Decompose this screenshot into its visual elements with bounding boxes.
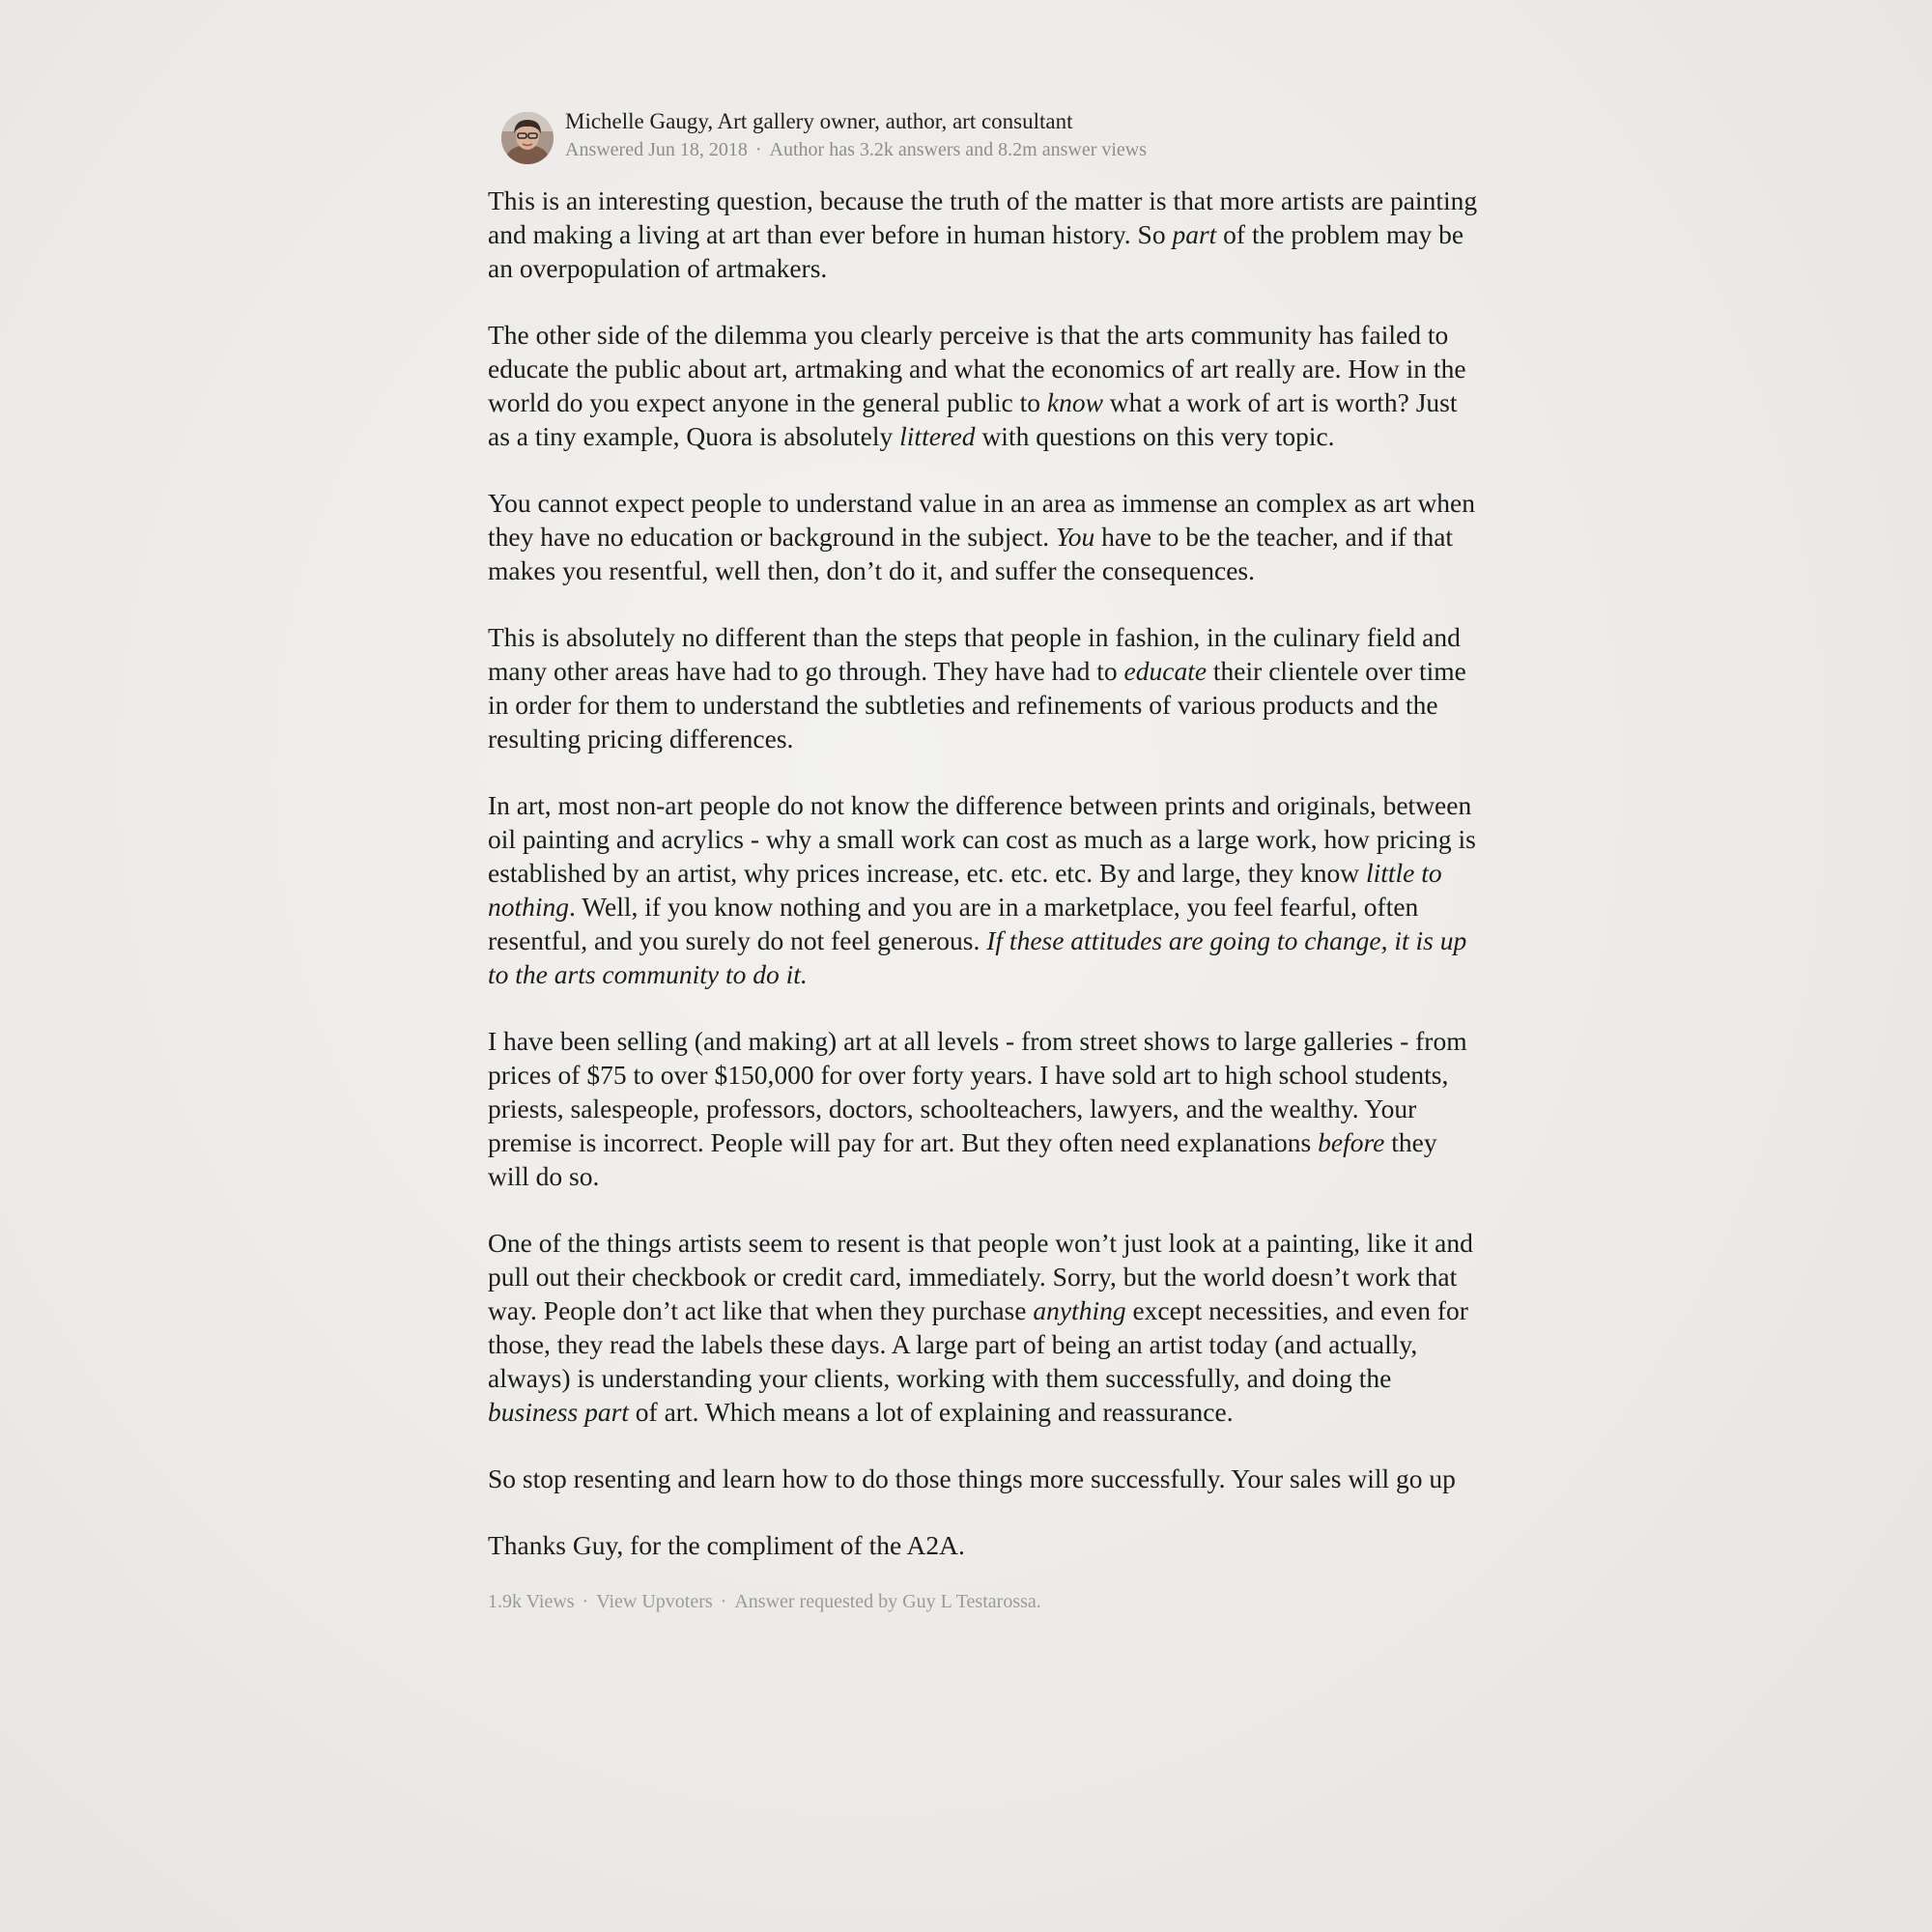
author-stats: Author has 3.2k answers and 8.2m answer views bbox=[769, 139, 1148, 160]
author-credentials: , Art gallery owner, author, art consultant bbox=[707, 109, 1073, 133]
paragraph-text: except necessities, and even for those, they read the labels these days. A large part of being an artist today (and actually, always) is understanding your clients, working with them successfully, and doing the bbox=[488, 1295, 1468, 1393]
paragraph-text: of art. Which means a lot of explaining and reassurance. bbox=[628, 1397, 1234, 1427]
emphasis-text: littered bbox=[899, 421, 976, 451]
answer-paragraph bbox=[488, 1024, 1483, 1193]
answer-paragraph bbox=[488, 486, 1483, 587]
footer-separator: · bbox=[582, 1591, 589, 1612]
paragraph-text: Thanks Guy, for the compliment of the A2A. bbox=[488, 1530, 965, 1560]
author-line bbox=[565, 108, 1073, 135]
answer-footer bbox=[488, 1589, 1483, 1614]
emphasis-text: little to nothing bbox=[488, 858, 1442, 922]
author-avatar[interactable] bbox=[501, 112, 554, 164]
answer-body bbox=[488, 184, 1483, 1562]
paragraph-text: So stop resenting and learn how to do those things more successfully. Your sales will go up bbox=[488, 1463, 1456, 1493]
answer-paragraph bbox=[488, 788, 1483, 991]
answer-card bbox=[488, 108, 1483, 1614]
answer-requested-by: Answer requested by Guy L Testarossa. bbox=[734, 1591, 1041, 1612]
emphasis-text: educate bbox=[1123, 656, 1208, 686]
paragraph-text: This is an interesting question, because the truth of the matter is that more artists are painting and making a living at art than ever before in human history. So bbox=[488, 185, 1478, 249]
emphasis-text: part bbox=[1172, 219, 1217, 249]
paragraph-text: . Well, if you know nothing and you are in a marketplace, you feel fearful, often resentful, and you surely do not feel generous. bbox=[488, 892, 1419, 955]
answered-date[interactable]: Answered Jun 18, 2018 bbox=[565, 139, 748, 160]
emphasis-text: business part bbox=[488, 1397, 629, 1427]
emphasis-text: anything bbox=[1033, 1295, 1126, 1325]
views-count: 1.9k Views bbox=[488, 1591, 575, 1612]
paragraph-text: with questions on this very topic. bbox=[975, 421, 1335, 451]
paragraph-text: One of the things artists seem to resent is that people won’t just look at a painting, like it and pull out their checkbook or credit card, immediately. Sorry, but the world doesn’t work that way. People don’t act like that when they purchase bbox=[488, 1228, 1473, 1325]
author-name[interactable]: Michelle Gaugy bbox=[565, 109, 708, 133]
paragraph-text: The other side of the dilemma you clearly perceive is that the arts community has failed to educate the public about art, artmaking and what the economics of art really are. How in the world do you expect anyone in the general public to bbox=[488, 320, 1466, 417]
answer-paragraph bbox=[488, 1462, 1483, 1495]
paragraph-text: they will do so. bbox=[488, 1127, 1437, 1191]
avatar-photo-icon bbox=[501, 112, 554, 164]
emphasis-text: before bbox=[1318, 1127, 1385, 1157]
paragraph-text: This is absolutely no different than the steps that people in fashion, in the culinary field and many other areas have had to go through. They have had to bbox=[488, 622, 1461, 686]
answer-paragraph bbox=[488, 184, 1483, 285]
paragraph-text: what a work of art is worth? Just as a tiny example, Quora is absolutely bbox=[488, 387, 1458, 451]
paragraph-text: In art, most non-art people do not know the difference between prints and originals, between oil painting and acrylics - why a small work can cost as much as a large work, how pricing is established by an artist, why prices increase, etc. etc. etc. By and large, they know bbox=[488, 790, 1476, 888]
answer-paragraph bbox=[488, 620, 1483, 755]
view-upvoters-link[interactable]: View Upvoters bbox=[596, 1591, 713, 1612]
emphasis-text: know bbox=[1046, 387, 1103, 417]
footer-separator: · bbox=[720, 1591, 727, 1612]
answer-meta bbox=[565, 137, 1147, 162]
paragraph-text: I have been selling (and making) art at all levels - from street shows to large galleries - from prices of $75 to over $150,000 for over forty years. I have sold art to high school students, priests, salespeople, professors, doctors, schoolteachers, lawyers, and the wealthy. Your premise is incorrect. People will pay for art. But they often need explanations bbox=[488, 1026, 1467, 1157]
paragraph-text: have to be the teacher, and if that makes you resentful, well then, don’t do it, and suffer the consequences. bbox=[488, 522, 1454, 585]
emphasis-text: If these attitudes are going to change, it is up to the arts community to do it. bbox=[488, 925, 1467, 989]
meta-separator: · bbox=[754, 139, 762, 160]
paragraph-text: You cannot expect people to understand value in an area as immense an complex as art when they have no education or background in the subject. bbox=[488, 488, 1476, 552]
answer-header bbox=[488, 108, 1483, 168]
paragraph-text: their clientele over time in order for them to understand the subtleties and refinements of various products and the resulting pricing differences. bbox=[488, 656, 1466, 753]
answer-paragraph bbox=[488, 1528, 1483, 1562]
answer-paragraph bbox=[488, 1226, 1483, 1429]
paragraph-text: of the problem may be an overpopulation of artmakers. bbox=[488, 219, 1464, 283]
emphasis-text: You bbox=[1056, 522, 1095, 552]
answer-paragraph bbox=[488, 318, 1483, 453]
